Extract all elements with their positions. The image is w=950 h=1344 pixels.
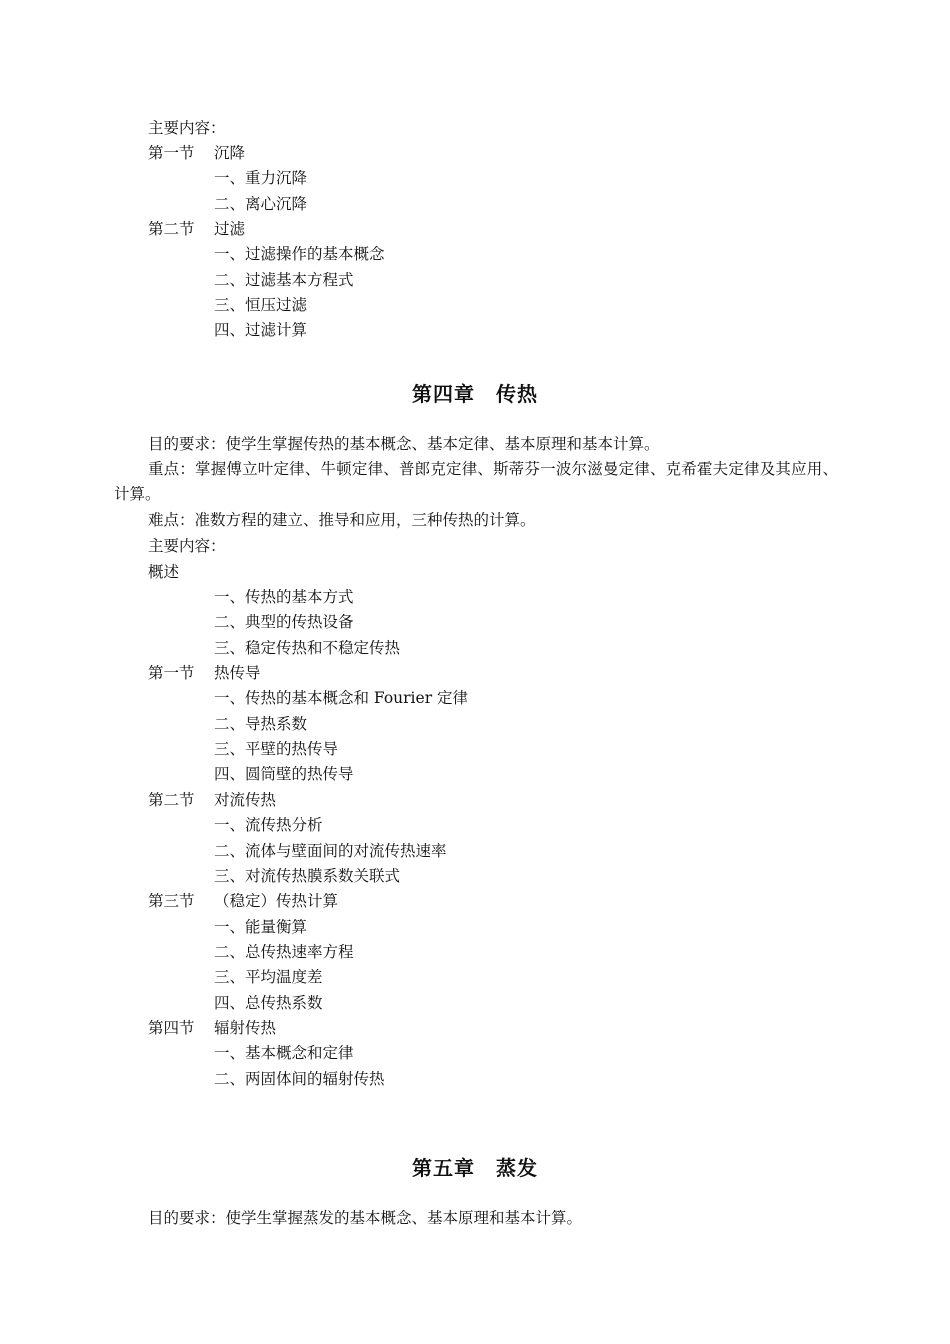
list-item: 二、过滤基本方程式: [214, 271, 354, 289]
list-item: 三、稳定传热和不稳定传热: [214, 639, 401, 657]
main-content-label: 主要内容：: [148, 119, 226, 137]
list-item: 二、总传热速率方程: [214, 943, 354, 961]
key-points-paragraph: 重点：掌握傅立叶定律、牛顿定律、普郎克定律、斯蒂芬一波尔滋曼定律、克希霍夫定律及其应用、计算。: [114, 460, 838, 503]
list-item: 二、两固体间的辐射传热: [214, 1070, 385, 1088]
section-number: 第一节: [148, 144, 195, 162]
section-number: 第三节: [148, 892, 195, 910]
list-item: 一、传热的基本方式: [214, 588, 354, 606]
section-heading: [148, 142, 245, 164]
list-item: 四、总传热系数: [214, 994, 323, 1012]
section-title: 沉降: [214, 144, 246, 162]
section-number: 第二节: [148, 220, 195, 238]
list-item: 二、导热系数: [214, 715, 308, 733]
section-heading: [148, 1017, 276, 1039]
section-number: 第四节: [148, 1019, 195, 1037]
list-item: 一、过滤操作的基本概念: [214, 245, 385, 263]
list-item: 二、离心沉降: [214, 195, 308, 213]
list-item: 一、流传热分析: [214, 816, 323, 834]
list-item: 二、流体与壁面间的对流传热速率: [214, 842, 447, 860]
chapter-heading: 第四章 传热: [412, 382, 538, 406]
list-item: 一、基本概念和定律: [214, 1044, 354, 1062]
section-heading: [148, 662, 261, 684]
list-item: 四、过滤计算: [214, 321, 308, 339]
section-heading: [148, 890, 338, 912]
list-item: 一、重力沉降: [214, 169, 308, 187]
chapter-heading: 第五章 蒸发: [412, 1156, 538, 1180]
list-item: 一、能量衡算: [214, 918, 308, 936]
section-title: 辐射传热: [214, 1019, 277, 1037]
list-item: 三、平均温度差: [214, 968, 323, 986]
section-title: 热传导: [214, 664, 261, 682]
section-title: 对流传热: [214, 791, 277, 809]
list-item: 三、恒压过滤: [214, 296, 308, 314]
section-heading: [148, 218, 245, 240]
list-item: 四、圆筒壁的热传导: [214, 765, 354, 783]
objective-paragraph: 目的要求：使学生掌握蒸发的基本概念、基本原理和基本计算。: [148, 1209, 583, 1227]
list-item: 三、平壁的热传导: [214, 740, 339, 758]
list-item: 一、传热的基本概念和 Fourier 定律: [214, 689, 469, 707]
section-number: 第一节: [148, 664, 195, 682]
section-number: 第二节: [148, 791, 195, 809]
list-item: 三、对流传热膜系数关联式: [214, 867, 401, 885]
objective-paragraph: 目的要求：使学生掌握传热的基本概念、基本定律、基本原理和基本计算。: [148, 435, 660, 453]
section-title: （稳定）传热计算: [214, 892, 339, 910]
main-content-label: 主要内容：: [148, 537, 226, 555]
overview-heading: 概述: [148, 563, 180, 581]
section-heading: [148, 789, 276, 811]
section-title: 过滤: [214, 220, 246, 238]
difficulties-paragraph: 难点：准数方程的建立、推导和应用，三种传热的计算。: [148, 511, 536, 529]
list-item: 二、典型的传热设备: [214, 613, 354, 631]
